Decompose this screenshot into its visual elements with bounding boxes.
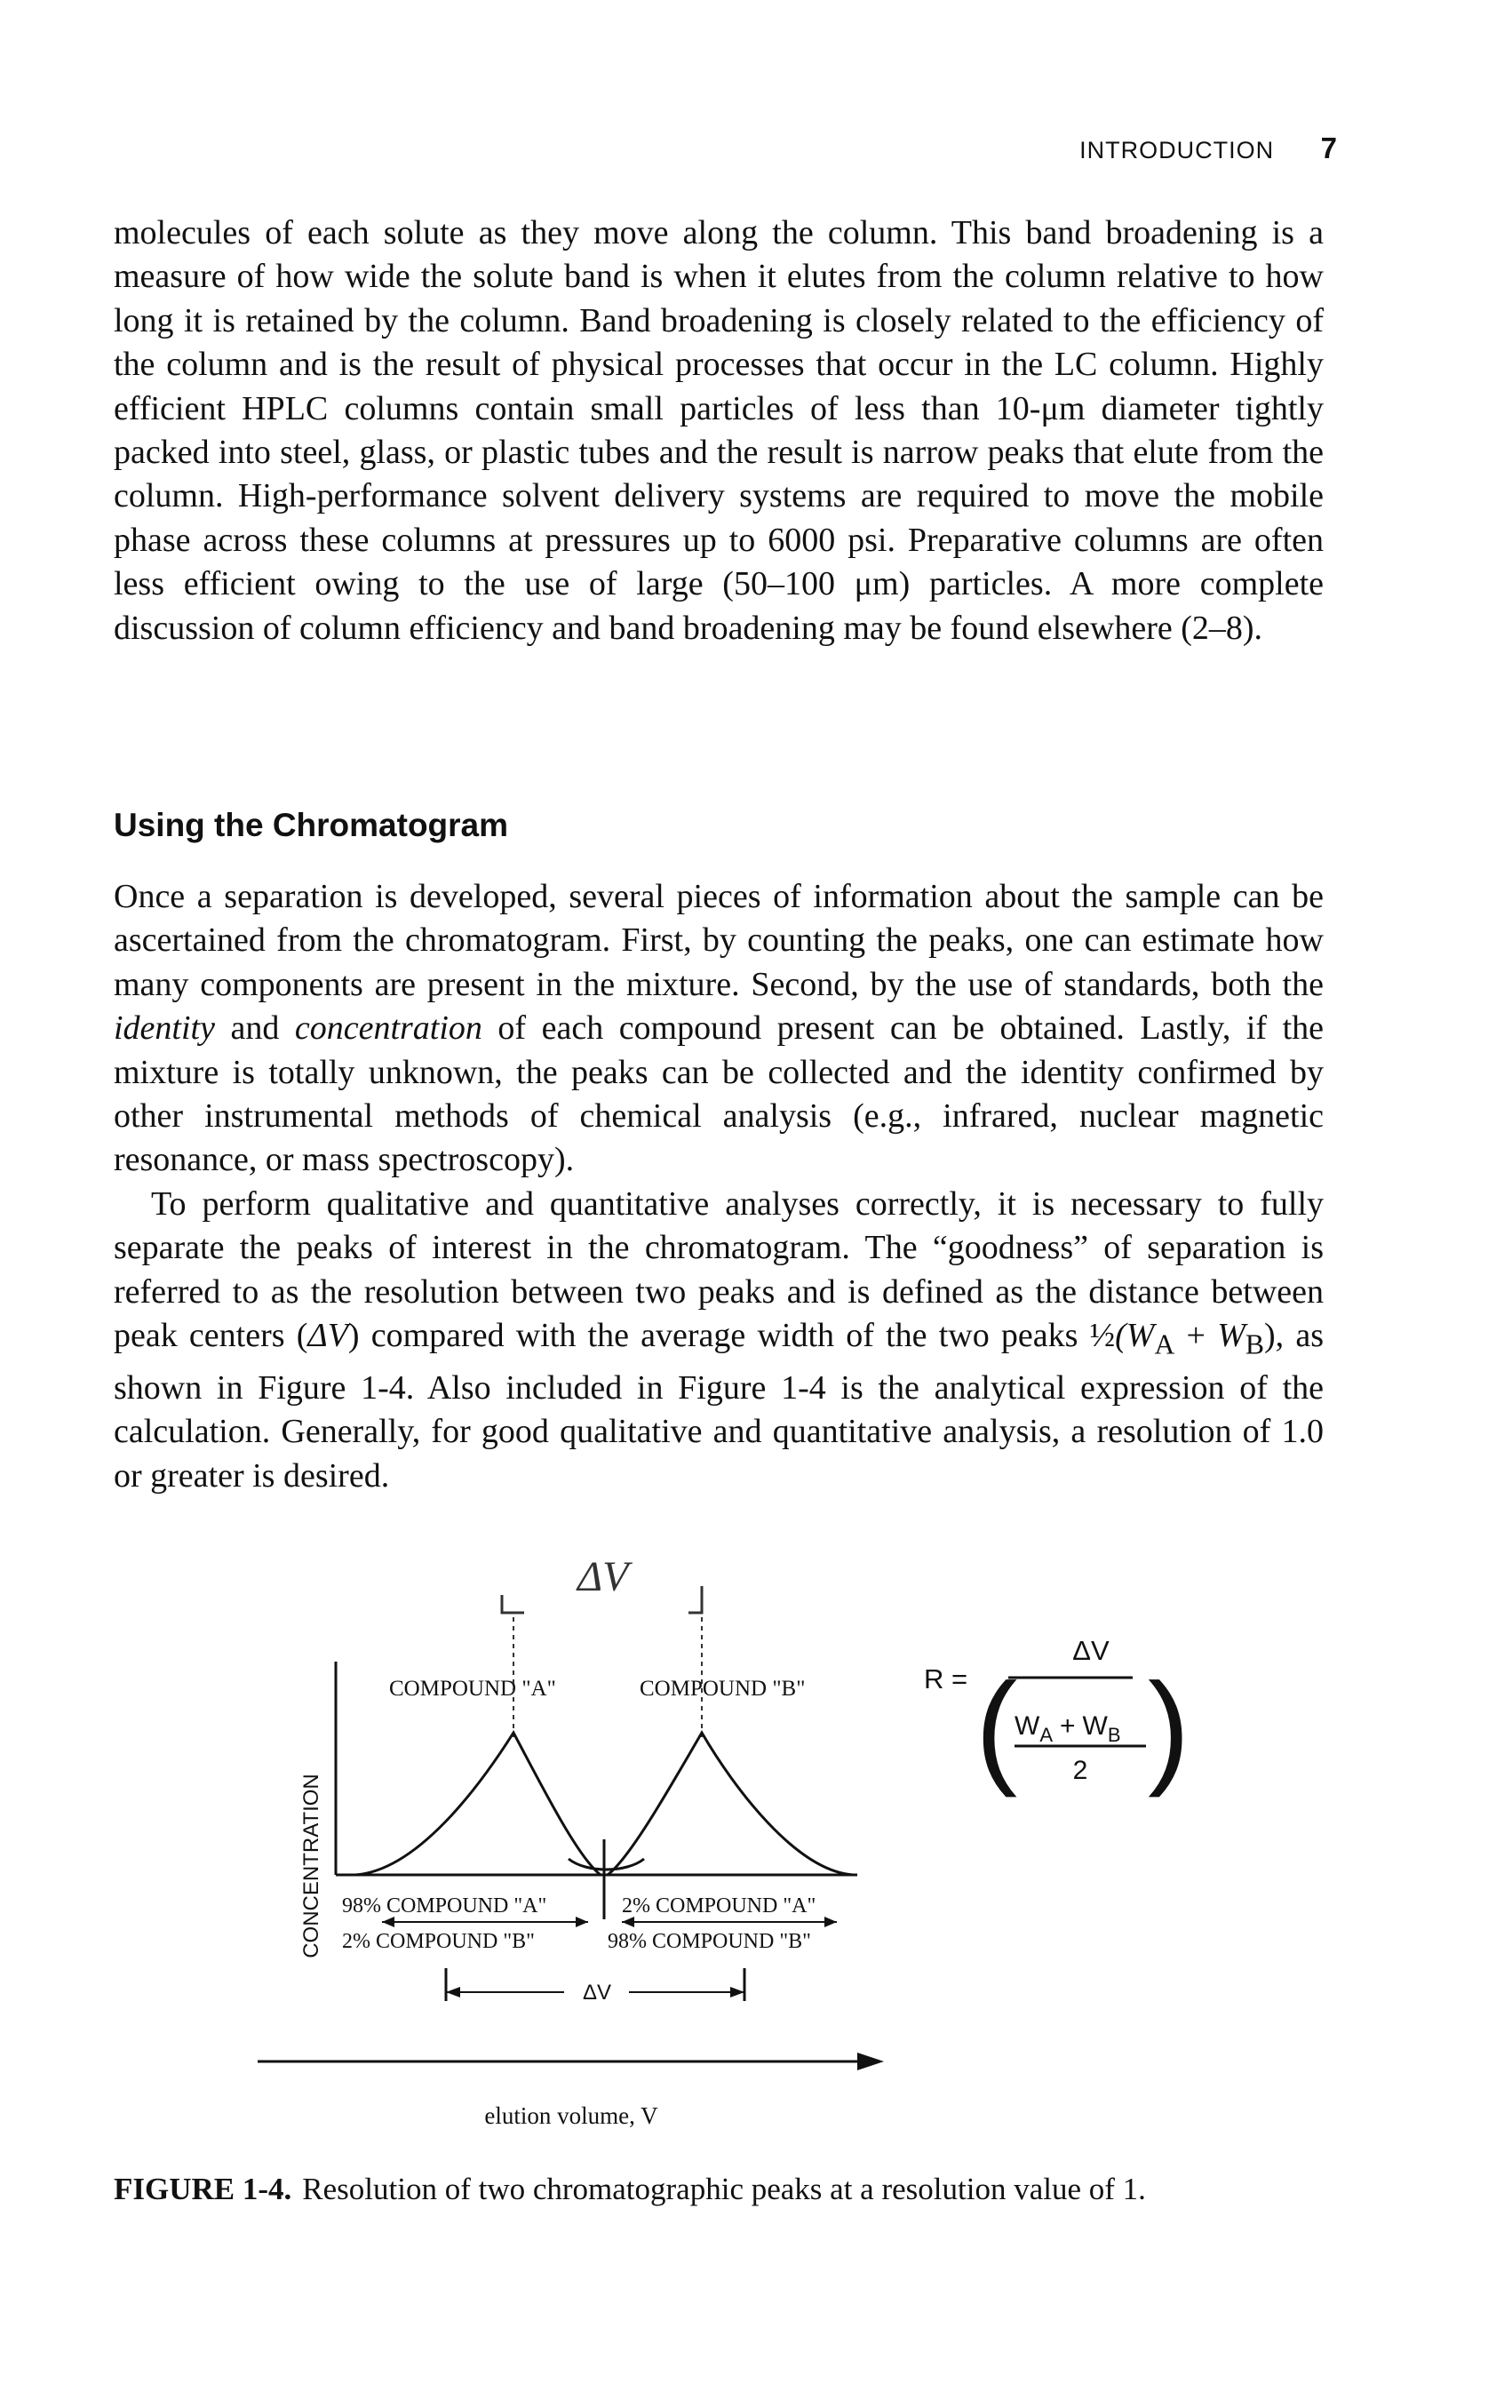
paragraph-information: [114, 875, 1324, 1183]
para1-concentration: concentration: [294, 1009, 482, 1048]
para2-text-c: ), as shown in Figure 1-4. Also included in Figure 1-4 is the analytical expression of the calculation. Generally, for good qualitative and quantitative analysis, a resolution of 1.0 or greater is desired.: [114, 1317, 1324, 1495]
paragraph-resolution: [114, 1183, 1324, 1498]
region-b-arrowhead-right: [824, 1917, 837, 1927]
formula-wb-sub: B: [1107, 1724, 1121, 1746]
region-a-arrowhead-left: [382, 1917, 394, 1927]
caption-text: Resolution of two chromatographic peaks at a resolution value of 1.: [302, 2172, 1146, 2206]
body-text-top: [114, 211, 1324, 650]
para2-text-a: To perform qualitative and quantitative analyses correctly, it is necessary to fully separate the peaks of interest in the chromatogram. The “goodness” of separation is referred to as the resolution between two peaks and is defined as the distance between peak centers (: [114, 1184, 1324, 1355]
peak-a-curve: [355, 1733, 601, 1875]
page-number: 7: [1320, 132, 1338, 164]
formula-denominator-sum: [1015, 1711, 1121, 1746]
para2-text-b: ) compared with the average width of the two peaks: [347, 1317, 1090, 1355]
handwritten-mark-right: [688, 1586, 702, 1613]
elution-arrowhead: [857, 2053, 884, 2070]
figure-graphic: [0, 1546, 1512, 2195]
para2-delta-v: ΔV: [307, 1317, 348, 1355]
caption-label: FIGURE 1-4.: [114, 2172, 292, 2206]
formula-right-paren: ): [1148, 1657, 1190, 1798]
formula-wb: W: [1082, 1711, 1108, 1741]
handwritten-mark-left: [502, 1595, 524, 1613]
formula-left-paren: (: [975, 1657, 1018, 1798]
region-a-line1: 98% COMPOUND "A": [342, 1894, 547, 1918]
para2-half: ½: [1089, 1317, 1116, 1355]
resolution-formula: [924, 1635, 1190, 1798]
running-title: INTRODUCTION: [1079, 137, 1275, 163]
delta-v-arrowhead-left: [446, 1987, 460, 1997]
para1-text-a: Once a separation is developed, several pieces of information about the sample can be ascertained from the chromatogram. First, by counting the peaks, one can estimate how many components are present in the mixture. Second, by the use of standards, both the: [114, 878, 1324, 1003]
figure-1-4: [0, 1546, 1512, 2195]
delta-v-arrowhead-right: [730, 1987, 744, 1997]
formula-wa: W: [1015, 1711, 1040, 1741]
paragraph-band-broadening: molecules of each solute as they move along the column. This band broadening is a measure of how wide the solute band is when it elutes from the column relative to how long it is retained by the column. Band broadening is closely related to the efficiency of the column and is the result of physical processes that occur in the LC column. Highly efficient HPLC columns contain small particles of less than 10-μm diameter tightly packed into steel, glass, or plastic tubes and the result is narrow peaks that elute from the column. High-performance solvent delivery systems are required to move the mobile phase across these columns at pressures up to 6000 psi. Preparative columns are often less efficient owing to the use of large (50–100 μm) particles. A more complete discussion of column efficiency and band broadening may be found elsewhere (2–8).: [114, 214, 1324, 647]
para2-wb-sub: B: [1245, 1328, 1264, 1360]
para2-plus: +: [1174, 1317, 1218, 1355]
region-a-arrowhead-right: [576, 1917, 588, 1927]
peak-b-curve: [608, 1733, 853, 1875]
para2-wb: W: [1217, 1317, 1245, 1355]
para2-wa: (W: [1115, 1317, 1155, 1355]
region-b-arrowhead-left: [622, 1917, 634, 1927]
para1-identity: identity: [114, 1009, 215, 1048]
formula-denominator: 2: [1072, 1756, 1088, 1785]
formula-plus: +: [1060, 1711, 1076, 1741]
region-b-line1: 2% COMPOUND "A": [622, 1894, 816, 1918]
para1-text-e: of each compound present can be obtained. Lastly, if the mixture is totally unknown, the peaks can be collected and the identity confirmed by other instrumental methods of chemical analysis (e.g., infrared, nuclear magnetic resonance, or mass spectroscopy).: [114, 1009, 1324, 1179]
peak-a-label: COMPOUND "A": [389, 1677, 556, 1701]
body-text-chromatogram: [114, 875, 1324, 1498]
region-a-line2: 2% COMPOUND "B": [342, 1930, 535, 1953]
figure-caption: [114, 2172, 1357, 2207]
running-head: [1079, 132, 1338, 165]
y-axis-label: CONCENTRATION: [299, 1774, 323, 1958]
region-b-line2: 98% COMPOUND "B": [608, 1930, 811, 1953]
formula-numerator: ΔV: [1072, 1635, 1110, 1666]
para2-wa-sub: A: [1154, 1328, 1175, 1360]
peak-b-label: COMPOUND "B": [640, 1677, 806, 1701]
formula-wa-sub: A: [1039, 1724, 1054, 1746]
x-axis-label: elution volume, V: [484, 2102, 658, 2129]
handwritten-delta-v: ΔV: [577, 1553, 629, 1600]
para1-text-c: and: [214, 1009, 295, 1048]
formula-lhs: R =: [924, 1663, 968, 1694]
peak-overlap-dip: [569, 1859, 644, 1870]
section-heading: Using the Chromatogram: [114, 807, 509, 843]
delta-v-label: ΔV: [582, 1981, 612, 2005]
